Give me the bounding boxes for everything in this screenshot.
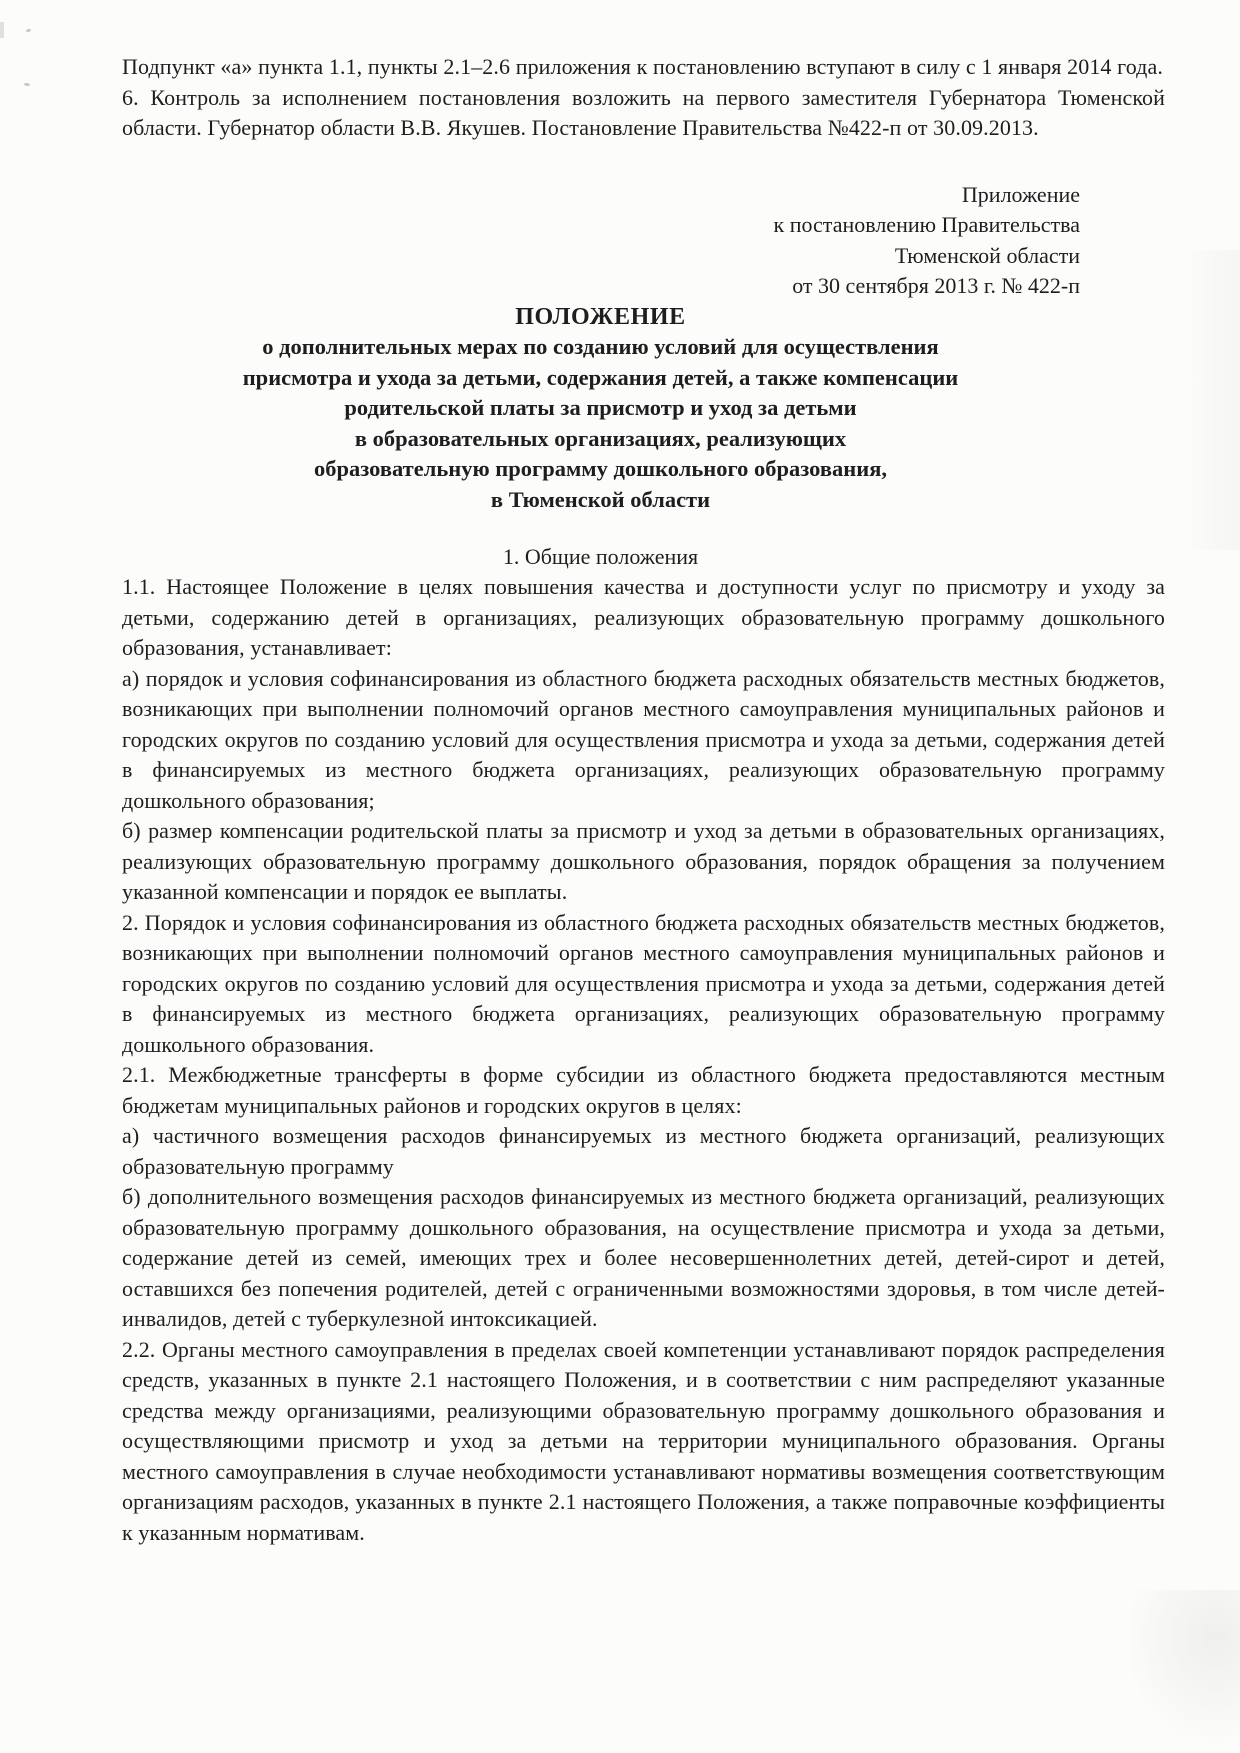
body-paragraph: а) частичного возмещения расходов финансируемых из местного бюджета организаций, реализующих образовательную программу xyxy=(122,1123,1165,1179)
body-paragraph: а) порядок и условия софинансирования из областного бюджета расходных обязательств местных бюджетов, возникающих при выполнении полномочий органов местного самоуправления муниципальных районов и городских округов по созданию условий для осуществления присмотра и ухода за детьми, содержания детей в финансируемых из местного бюджета организациях, реализующих образовательную программу дошкольного образования; xyxy=(122,665,1165,813)
document-title-line: о дополнительных мерах по созданию условий для осуществления xyxy=(262,334,939,360)
document-title-line: в Тюменской области xyxy=(490,487,711,513)
preamble-paragraph: Подпункт «а» пункта 1.1, пункты 2.1–2.6 приложения к постановлению вступают в силу с 1 января 2014 года. xyxy=(122,54,1163,79)
scan-speck xyxy=(26,28,32,33)
body-paragraph: 1.1. Настоящее Положение в целях повышения качества и доступности услуг по присмотру и уходу за детьми, содержанию детей в организациях, реализующих образовательную программу дошкольного образования, устанавливает: xyxy=(122,574,1165,661)
document-title-line: родительской платы за присмотр и уход за детьми xyxy=(344,395,857,421)
annex-reference xyxy=(122,180,1165,302)
document-title xyxy=(122,302,1079,516)
body-paragraph: 2.1. Межбюджетные трансферты в форме субсидии из областного бюджета предоставляются местным бюджетам муниципальных районов и городских округов в целях: xyxy=(122,1062,1165,1118)
scan-smudge xyxy=(1120,1590,1240,1750)
body-paragraph: б) размер компенсации родительской платы за присмотр и уход за детьми в образовательных организациях, реализующих образовательную программу дошкольного образования, порядок обращения за получением указанной компенсации и порядок ее выплаты. xyxy=(122,818,1165,905)
body-paragraph: 2. Порядок и условия софинансирования из областного бюджета расходных обязательств местных бюджетов, возникающих при выполнении полномочий органов местного самоуправления муниципальных районов и городских округов по созданию условий для осуществления присмотра и ухода за детьми, содержания детей в финансируемых из местного бюджета организациях, реализующих образовательную программу дошкольного образования. xyxy=(122,909,1165,1057)
document-title-line: образовательную программу дошкольного образования, xyxy=(313,456,887,482)
body-paragraph: б) дополнительного возмещения расходов финансируемых из местного бюджета организаций, реализующих образовательную программу дошкольного образования, на осуществление присмотра и ухода за детьми, содержание детей из семей, имеющих трех и более несовершеннолетних детей, детей-сирот и детей, оставшихся без попечения родителей, детей с ограниченными возможностями здоровья, в том числе детей-инвалидов, детей с туберкулезной интоксикацией. xyxy=(122,1184,1165,1332)
scan-speck xyxy=(24,83,30,87)
body-paragraph: 2.2. Органы местного самоуправления в пределах своей компетенции устанавливают порядок распределения средств, указанных в пункте 2.1 настоящего Положения, и в соответствии с ним распределяют указанные средства между организациями, реализующими образовательную программу дошкольного образования и осуществляющими присмотр и уход за детьми на территории муниципального образования. Органы местного самоуправления в случае необходимости устанавливают нормативы возмещения соответствующим организациям расходов, указанных в пункте 2.1 настоящего Положения, а также поправочные коэффициенты к указанным нормативам. xyxy=(122,1336,1165,1545)
annex-line: Тюменской области xyxy=(894,242,1080,268)
scan-edge-artifact xyxy=(0,22,4,38)
document-title-line: в образовательных организациях, реализующих xyxy=(354,425,847,451)
scan-smudge xyxy=(1180,250,1240,550)
document-title-line: присмотра и ухода за детьми, содержания детей, а также компенсации xyxy=(242,364,959,390)
section-heading: 1. Общие положения xyxy=(502,543,699,569)
annex-line: от 30 сентября 2013 г. № 422-п xyxy=(792,273,1080,298)
document-title-heading: ПОЛОЖЕНИЕ xyxy=(515,303,686,330)
preamble-paragraph: 6. Контроль за исполнением постановления возложить на первого заместителя Губернатора Тюменской области. Губернатор области В.В. Якушев. Постановление Правительства №422-п от 30.09.2013. xyxy=(122,84,1165,140)
annex-line: к постановлению Правительства xyxy=(773,212,1080,237)
annex-line: Приложение xyxy=(961,181,1080,207)
